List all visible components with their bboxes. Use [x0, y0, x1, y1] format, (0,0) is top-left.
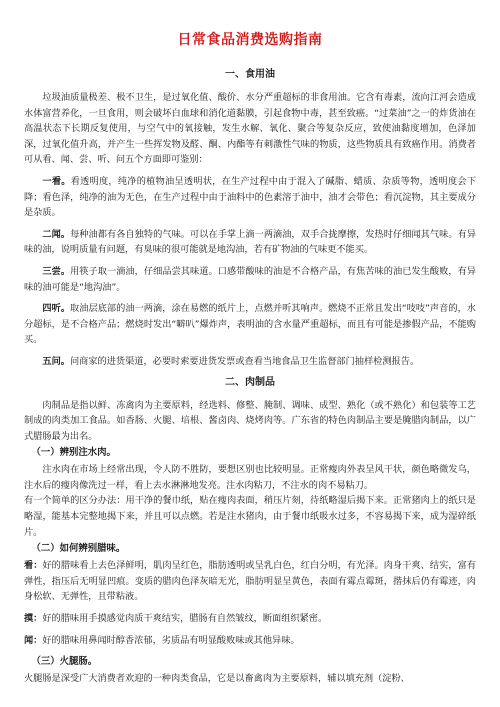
- cured-meat-touch-text: 好的腊味用手摸感觉肉质干爽结实，腊肠有自然皱纹，断面组织紧密。: [42, 613, 328, 625]
- oil-tip-ask-text: 问商家的进货渠道，必要时索要进货发票或查看当地食品卫生监督部门抽样检测报告。: [69, 355, 420, 367]
- section-heading-edible-oil: 一、食用油: [225, 69, 275, 80]
- water-meat-paragraph-1: 注水肉在市场上经常出现，令人防不胜防，要想区别也比较明显。正常瘦肉外表呈风干状，颜色略微发乌，注水后的瘦肉像洗过一样，看上去水淋淋地发亮。注水肉粘刀，不注水的肉不易粘刀。: [24, 464, 476, 491]
- cured-meat-look-lead: 看：: [24, 560, 43, 572]
- oil-tip-look-text: 看透明度，纯净的植物油呈透明状，在生产过程中由于混入了碱脂、蜡质、杂质等物，透明度会下降；看色泽，纯净的油为无色，在生产过程中由于油料中的色素溶于油中，油才会带色；看沉淀物，其主要成分是杂质。: [24, 175, 477, 219]
- water-meat-paragraph-2: 有一个简单的区分办法：用干净的餐巾纸，贴在瘦肉表面，稍压片刻，待纸略湿后揭下来。正常猪肉上的纸只是略湿，能基本完整地揭下来，并且可以点燃。若是注水猪肉，由于餐巾纸吸水过多，不容易揭下来，成为湿碎纸片。: [24, 495, 476, 538]
- oil-tip-taste: [24, 264, 476, 295]
- oil-tip-listen: [24, 301, 476, 348]
- subheading-ham-sausage: （三）火腿肠。: [31, 656, 98, 668]
- ham-sausage-paragraph: 火腿肠是深受广大消费者欢迎的一种肉类食品，它是以畜禽肉为主要原料，辅以填充剂（淀粉、: [24, 673, 410, 685]
- cured-meat-smell-text: 好的腊味用鼻闻时醇香浓郁，劣质品有明显酸败味或其他异味。: [42, 634, 300, 646]
- cured-meat-touch: [24, 611, 476, 627]
- oil-tip-smell-lead: 二闻。: [42, 228, 71, 240]
- oil-tip-smell-text: 每种油都有各自独特的气味。可以在手掌上滴一两滴油，双手合拢摩擦，发热时仔细闻其气味。有异味的油，说明质量有问题，有臭味的很可能就是地沟油，若有矿物油的气味更不能买。: [24, 228, 477, 256]
- oil-tip-taste-text: 用筷子取一滴油，仔细品尝其味道。口感带酸味的油是不合格产品，有焦苦味的油已发生酸败，有异味的油可能是“地沟油”。: [24, 265, 477, 293]
- oil-intro-paragraph: 垃圾油质量极差、极不卫生，是过氧化值、酸价、水分严重超标的非食用油。它含有毒素，流向江河会造成水体富营养化，一旦食用，则会破坏白血球和消化道黏膜，引起食物中毒，甚至致癌。“过菜油”之一的炸货油在高温状态下长期反复使用，与空气中的氧接触，发生水解、氧化、聚合等复杂反应，致使油黏度增加，色泽加深，过氧化值升高，并产生一些挥发物及醛、酮、内酯等有刺激性气味的物质，这些物质具有致癌作用。消费者可从看、闻、尝、听、问五个方面即可鉴别：: [24, 92, 476, 166]
- oil-tip-taste-lead: 三尝。: [42, 265, 71, 277]
- oil-tip-listen-text: 取油层底部的油一两滴，涂在易燃的纸片上，点燃并听其响声。燃烧不正常且发出“吱吱”声音的，水分超标，是不合格产品；燃烧时发出“噼叭”爆炸声，表明油的含水量严重超标，而且有可能是掺假产品，不能购买。: [24, 303, 476, 346]
- cured-meat-look: [24, 558, 476, 605]
- cured-meat-look-text: 好的腊味看上去色泽鲜明，肌肉呈红色，脂肪透明或呈乳白色，红白分明，有光泽。肉身干爽、结实，富有弹性，指压后无明显凹痕。变质的腊肉色泽灰暗无光，脂肪明显呈黄色，表面有霉点霉斑，揩抹后仍有霉迹，肉身松软、无弹性，且带粘液。: [24, 560, 477, 603]
- cured-meat-smell-lead: 闻：: [24, 634, 43, 646]
- oil-tip-ask: [24, 354, 476, 370]
- document-title: 日常食品消费选购指南: [177, 32, 323, 48]
- section-heading-meat-products: 二、肉制品: [225, 376, 275, 388]
- subheading-water-injected-meat: （一）辨别注水肉。: [31, 447, 116, 459]
- oil-tip-look-lead: 一看。: [42, 175, 71, 187]
- meat-intro-paragraph: 肉制品是指以鲜、冻禽肉为主要原料，经选料、修整、腌制、调味、成型、熟化（或不熟化）和包装等工艺制成的肉类加工食品。如香肠、火腿、培根、酱卤肉、烧烤肉等。广东省的特色肉制品主要是腌腊肉制品，以广式腊肠最为出名。: [24, 399, 476, 442]
- subheading-cured-meat: （二）如何辨别腊味。: [31, 543, 126, 555]
- oil-tip-smell: [24, 227, 476, 258]
- oil-tip-look: [24, 174, 476, 221]
- oil-tip-ask-lead: 五问。: [42, 355, 70, 367]
- oil-tip-listen-lead: 四听。: [42, 303, 71, 315]
- cured-meat-touch-lead: 摸：: [24, 613, 43, 625]
- cured-meat-smell: [24, 633, 476, 649]
